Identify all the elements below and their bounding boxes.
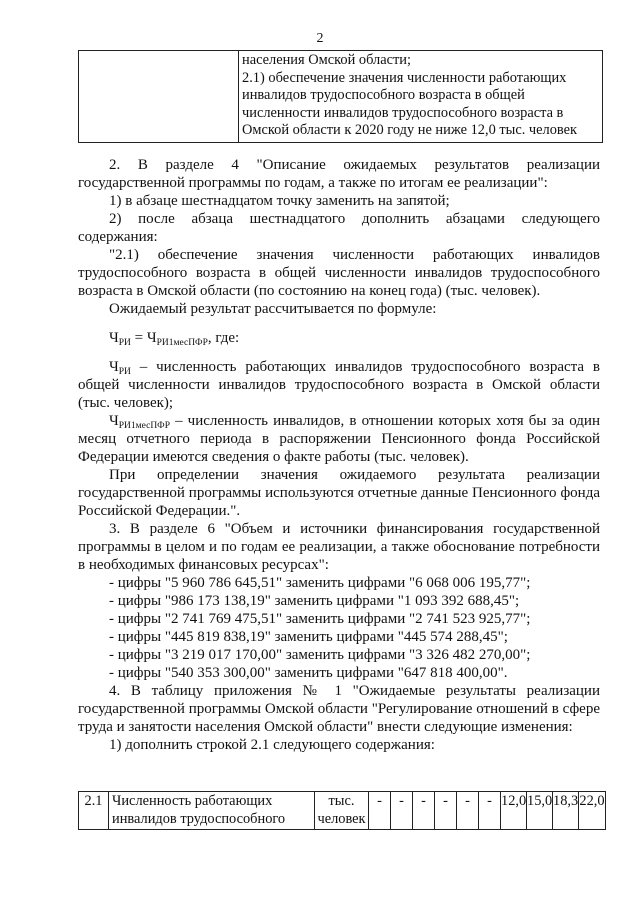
formula-symbol: Ч	[109, 330, 119, 346]
value-cell: -	[457, 792, 479, 830]
cell-line: населения Омской области;	[242, 52, 411, 68]
value-cell: 18,3	[553, 792, 579, 830]
value-cell: -	[479, 792, 501, 830]
value-cell: 12,0	[501, 792, 527, 830]
paragraph-formula-intro: Ожидаемый результат рассчитывается по формуле:	[109, 301, 437, 317]
formula-tail: , где:	[207, 330, 240, 346]
paragraph-section4: 2. В разделе 4 "Описание ожидаемых результатов реализации государственной программы по годам, а также по итогам ее реализации":	[78, 157, 600, 191]
def-symbol: Ч	[109, 413, 119, 429]
continued-table	[78, 50, 603, 143]
row-indicator: Численность работающих инвалидов трудоспособного	[109, 792, 315, 830]
page-number: 2	[316, 31, 324, 46]
replacement-item: - цифры "2 741 769 475,51" заменить цифрами "2 741 523 925,77";	[109, 611, 531, 627]
paragraph-section6: 3. В разделе 6 "Объем и источники финансирования государственной программы в целом и по годам ее реализации, а также обоснование потребности в необходимых финансовых ресурсах":	[78, 521, 600, 573]
row-unit: тыс. человек	[315, 792, 369, 830]
def-symbol: Ч	[109, 359, 119, 375]
definition-chri	[78, 358, 600, 412]
empty-cell	[79, 51, 239, 143]
formula-subscript: РИ1месПФР	[156, 338, 208, 348]
replacement-item: - цифры "445 819 838,19" заменить цифрами "445 574 288,45";	[109, 629, 508, 645]
formula-equals: =	[130, 330, 147, 346]
def-text: – численность работающих инвалидов трудоспособного возраста в общей численности инвалидов трудоспособного возраста в Омской области (тыс. человек);	[78, 359, 600, 411]
value-cell: -	[391, 792, 413, 830]
cell-line: численности инвалидов трудоспособного возраста в	[242, 104, 564, 121]
formula	[78, 329, 600, 347]
cell-line: 2.1) обеспечение значения численности работающих	[242, 69, 567, 86]
row-number: 2.1	[79, 792, 109, 830]
value-cell: -	[369, 792, 391, 830]
formula-symbol: Ч	[146, 330, 157, 346]
def-text: – численность инвалидов, в отношении которых хотя бы за один месяц отчетного периода в распоряжении Пенсионного фонда Российской Федерации имеются сведения о факте работы (тыс. человек).	[78, 413, 600, 465]
formula-subscript: РИ	[118, 338, 131, 348]
def-subscript: РИ1месПФР	[118, 421, 170, 431]
cell-line: инвалидов трудоспособного возраста в общей	[242, 87, 525, 104]
goal-cell	[239, 51, 603, 143]
value-cell: -	[413, 792, 435, 830]
def-subscript: РИ	[118, 367, 131, 377]
paragraph-item1: 1) в абзаце шестнадцатом точку заменить на запятой;	[109, 193, 450, 209]
paragraph-add-row: 1) дополнить строкой 2.1 следующего содержания:	[109, 737, 435, 753]
definition-chri1	[78, 412, 600, 466]
document-body	[78, 156, 600, 754]
paragraph-quote: "2.1) обеспечение значения численности работающих инвалидов трудоспособного возраста в общей численности инвалидов трудоспособного возраста в Омской области (по состоянию на конец года) (тыс. человек).	[78, 247, 600, 299]
paragraph-item2: 2) после абзаца шестнадцатого дополнить абзацами следующего содержания:	[78, 211, 600, 245]
value-cell: 15,0	[527, 792, 553, 830]
replacement-item: - цифры "5 960 786 645,51" заменить цифрами "6 068 006 195,77";	[109, 575, 531, 591]
replacement-item: - цифры "3 219 017 170,00" заменить цифрами "3 326 482 270,00";	[109, 647, 531, 663]
value-cell: 22,0	[579, 792, 606, 830]
paragraph-appendix: 4. В таблицу приложения № 1 "Ожидаемые результаты реализации государственной программы Омской области "Регулирование отношений в сфере труда и занятости населения Омской области" внести следующие изменения:	[78, 683, 600, 735]
value-cell: -	[435, 792, 457, 830]
replacement-item: - цифры "986 173 138,19" заменить цифрами "1 093 392 688,45";	[109, 593, 520, 609]
appendix-row-table	[78, 791, 606, 830]
paragraph-pfr: При определении значения ожидаемого результата реализации государственной программы используются отчетные данные Пенсионного фонда Российской Федерации.".	[78, 467, 600, 519]
replacement-item: - цифры "540 353 300,00" заменить цифрами "647 818 400,00".	[109, 665, 508, 681]
cell-line: Омской области к 2020 году не ниже 12,0 тыс. человек	[242, 122, 577, 139]
